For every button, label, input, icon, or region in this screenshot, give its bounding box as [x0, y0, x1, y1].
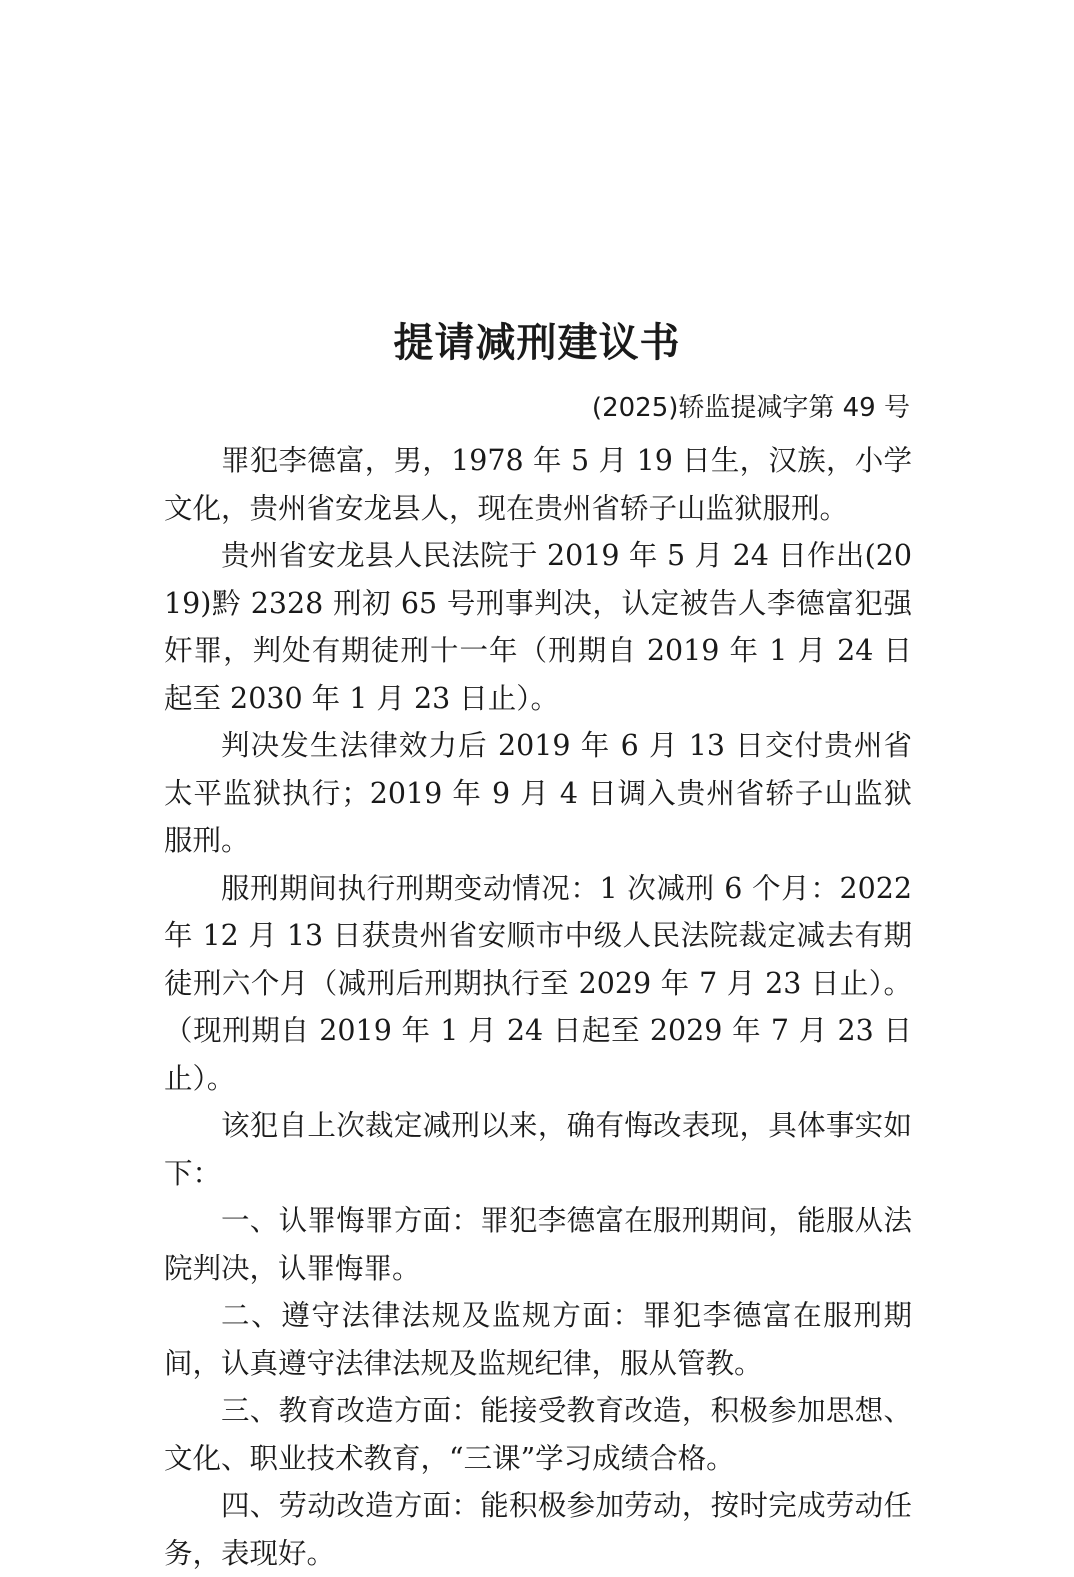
paragraph: 该犯自上次裁定减刑以来，确有悔改表现，具体事实如下： — [164, 1109, 912, 1190]
paragraph: 贵州省安龙县人民法院于 2019 年 5 月 24 日作出(2019)黔 2328 刑初 65 号刑事判决，认定被告人李德富犯强奸罪，判处有期徒刑十一年（刑期自 2019 年 1 月 24 日起至 2030 年 1 月 23 日止）。 — [164, 539, 912, 715]
paragraph: 服刑期间执行刑期变动情况：1 次减刑 6 个月：2022 年 12 月 13 日获贵州省安顺市中级人民法院裁定减去有期徒刑六个月（减刑后刑期执行至 2029 年 7 月 23 日止）。（现刑期自 2019 年 1 月 24 日起至 2029 年 7 月 23 日止）。 — [164, 871, 912, 1095]
paragraph: 四、劳动改造方面：能积极参加劳动，按时完成劳动任务，表现好。 — [164, 1489, 912, 1570]
document-title: 提请减刑建议书 — [393, 319, 681, 366]
paragraph: 一、认罪悔罪方面：罪犯李德富在服刑期间，能服从法院判决，认罪悔罪。 — [164, 1204, 912, 1285]
paragraph: 三、教育改造方面：能接受教育改造，积极参加思想、文化、职业技术教育，“三课”学习成绩合格。 — [164, 1394, 912, 1475]
paragraph: 判决发生法律效力后 2019 年 6 月 13 日交付贵州省太平监狱执行；2019 年 9 月 4 日调入贵州省轿子山监狱服刑。 — [164, 729, 912, 857]
paragraph: 二、遵守法律法规及监规方面：罪犯李德富在服刑期间，认真遵守法律法规及监规纪律，服从管教。 — [164, 1299, 912, 1380]
document-body — [164, 437, 912, 1577]
paragraph: 罪犯李德富，男，1978 年 5 月 19 日生，汉族，小学文化，贵州省安龙县人，现在贵州省轿子山监狱服刑。 — [164, 444, 912, 525]
document-number: (2025)轿监提减字第 49 号 — [591, 393, 910, 423]
